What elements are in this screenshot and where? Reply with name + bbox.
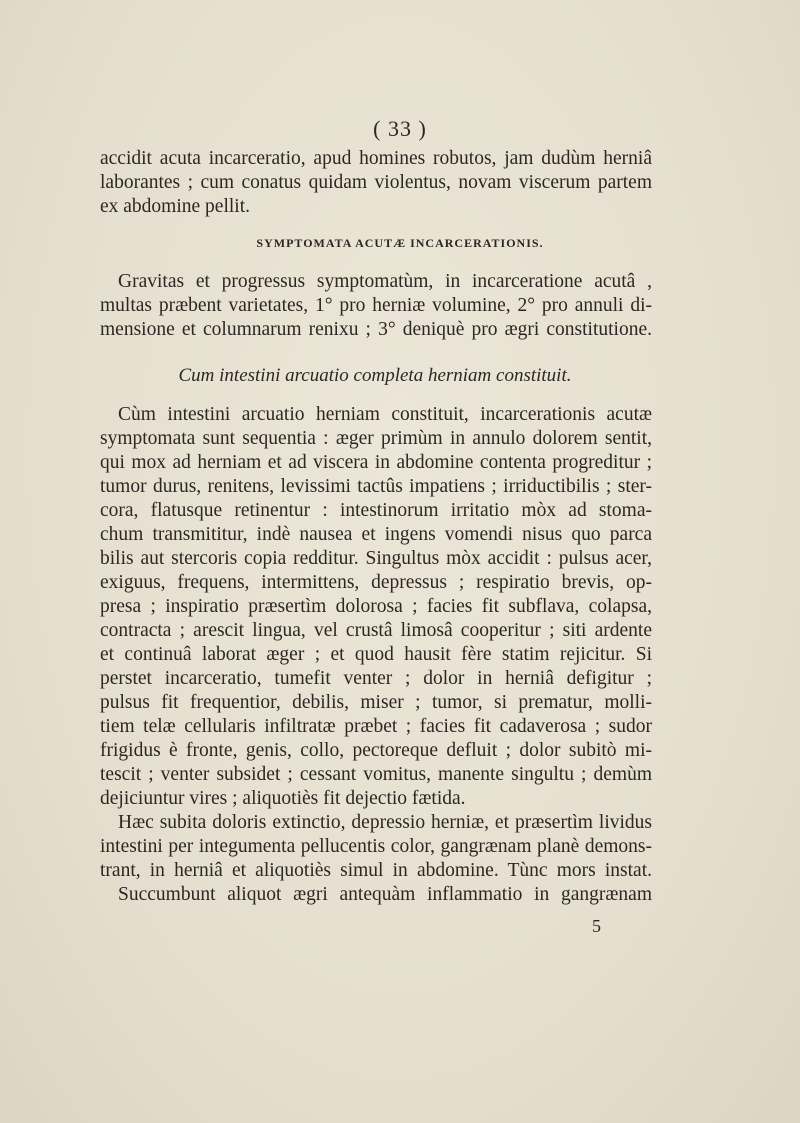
text-line: chum transmititur, indè nausea et ingens vomendi nisus quo parca	[100, 524, 652, 545]
text-line: accidit acuta incarceratio, apud homines robutos, jam dudùm herniâ	[100, 148, 652, 169]
paragraph-intro	[100, 147, 652, 219]
section-heading: SYMPTOMATA ACUTÆ INCARCERATIONIS.	[256, 236, 544, 250]
text-line: contracta ; arescit lingua, vel crustâ limosâ cooperitur ; siti ardente	[100, 620, 652, 641]
text-line: intestini per integumenta pellucentis color, gangrænam planè demons-	[100, 836, 652, 857]
text-line: qui mox ad herniam et ad viscera in abdomine contenta progreditur ;	[100, 452, 652, 473]
text-line: pulsus fit frequentior, debilis, miser ; tumor, si prematur, molli-	[100, 692, 652, 713]
text-line: Hæc subita doloris extinctio, depressio herniæ, et præsertìm lividus	[118, 812, 652, 833]
page-number: ( 33 )	[373, 116, 427, 141]
italic-subheading: Cum intestini arcuatio completa herniam constituit.	[178, 365, 572, 386]
text-line: tiem telæ cellularis infiltratæ præbet ; facies fit cadaverosa ; sudor	[100, 716, 652, 737]
text-line: tumor durus, renitens, levissimi tactûs impatiens ; irriductibilis ; ster-	[100, 476, 652, 497]
text-line: multas præbent varietates, 1° pro herniæ volumine, 2° pro annuli di-	[100, 295, 652, 316]
text-line: presa ; inspiratio præsertìm dolorosa ; facies fit subflava, colapsa,	[100, 596, 652, 617]
text-line: Gravitas et progressus symptomatùm, in incarceratione acutâ ,	[118, 271, 652, 292]
text-line: cora, flatusque retinentur : intestinorum irritatio mòx ad stoma-	[100, 500, 652, 521]
text-line: exiguus, frequens, intermittens, depressus ; respiratio brevis, op-	[100, 572, 652, 593]
text-line: dejiciuntur vires ; aliquotiès fit dejectio fætida.	[100, 788, 466, 809]
text-line: ex abdomine pellit.	[100, 196, 251, 217]
text-line: Succumbunt aliquot ægri antequàm inflammatio in gangrænam	[118, 884, 652, 905]
text-line: symptomata sunt sequentia : æger primùm in annulo dolorem sentit,	[100, 428, 652, 449]
text-line: mensione et columnarum renixu ; 3° deniquè pro ægri constitutione.	[100, 319, 652, 340]
text-line: trant, in herniâ et aliquotiès simul in abdomine. Tùnc mors instat.	[100, 860, 652, 881]
text-line: perstet incarceratio, tumefit venter ; dolor in herniâ defigitur ;	[100, 668, 652, 689]
text-line: laborantes ; cum conatus quidam violentus, novam viscerum partem	[100, 172, 652, 193]
text-line: et continuâ laborat æger ; et quod hausit fère statim rejicitur. Si	[100, 644, 652, 665]
text-line: Cùm intestini arcuatio herniam constituit, incarcerationis acutæ	[118, 404, 652, 425]
paragraph-gravitas	[100, 270, 652, 342]
text-line: bilis aut stercoris copia redditur. Singultus mòx accidit : pulsus acer,	[100, 548, 652, 569]
text-line: frigidus è fronte, genis, collo, pectoreque defluit ; dolor subitò mi-	[100, 740, 652, 761]
text-line: tescit ; venter subsidet ; cessant vomitus, manente singultu ; demùm	[100, 764, 652, 785]
signature-mark: 5	[592, 916, 601, 936]
paragraph-symptoms	[100, 403, 652, 907]
